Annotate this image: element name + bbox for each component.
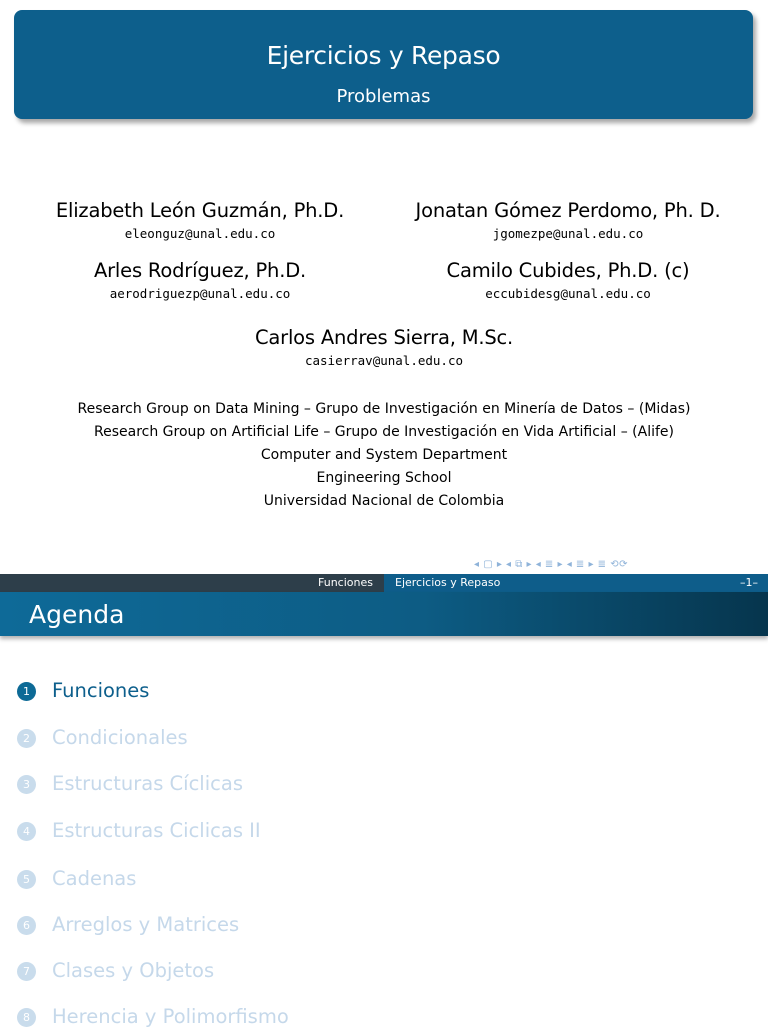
author-name: Jonatan Gómez Perdomo, Ph. D. (415, 199, 721, 222)
author-email: jgomezpe@unal.edu.co (492, 226, 644, 241)
presentation-subtitle: Problemas (336, 86, 431, 107)
institute-block (0, 398, 768, 513)
author-email: eccubidesg@unal.edu.co (485, 286, 651, 301)
footer-page-number: –1– (740, 576, 758, 589)
footer-section-name: Funciones (318, 576, 373, 589)
author-email: eleonguz@unal.edu.co (124, 226, 276, 241)
toc-number-badge: 6 (17, 916, 36, 935)
author-name: Elizabeth León Guzmán, Ph.D. (55, 199, 345, 222)
toc-number-badge: 7 (17, 962, 36, 981)
title-box (14, 10, 753, 119)
author-name: Arles Rodríguez, Ph.D. (93, 259, 307, 282)
toc-number-badge: 2 (17, 729, 36, 748)
footer-left-panel (0, 574, 384, 592)
toc-label: Herencia y Polimorfismo (52, 1005, 289, 1028)
agenda-title: Agenda (29, 600, 125, 629)
toc-label: Cadenas (52, 867, 137, 890)
toc-number-badge: 4 (17, 822, 36, 841)
author-block (184, 326, 584, 368)
institute-line: Research Group on Artificial Life – Grupo de Investigación en Vida Artificial – (Alife) (94, 424, 674, 440)
author-name: Carlos Andres Sierra, M.Sc. (254, 326, 514, 349)
presentation-title: Ejercicios y Repaso (266, 41, 501, 70)
institute-line: Universidad Nacional de Colombia (263, 493, 505, 509)
author-email: aerodriguezp@unal.edu.co (109, 286, 291, 301)
footer-right-panel (384, 574, 768, 592)
footer-title: Ejercicios y Repaso (395, 576, 501, 589)
author-name: Camilo Cubides, Ph.D. (c) (446, 259, 690, 282)
author-email: casierrav@unal.edu.co (304, 353, 464, 368)
author-block (396, 259, 740, 301)
author-block (30, 259, 370, 301)
author-block (396, 199, 740, 241)
toc-number-badge: 5 (17, 870, 36, 889)
toc-label: Funciones (52, 679, 150, 702)
toc-number-badge: 3 (17, 775, 36, 794)
institute-line: Engineering School (316, 470, 452, 486)
toc-label: Estructuras Ciclicas II (52, 819, 261, 842)
toc-label: Estructuras Cíclicas (52, 772, 243, 795)
toc-label: Clases y Objetos (52, 959, 215, 982)
institute-line: Computer and System Department (260, 447, 508, 463)
toc-label: Arreglos y Matrices (52, 913, 240, 936)
toc-number-badge: 1 (17, 682, 36, 701)
toc-number-badge: 8 (17, 1008, 36, 1027)
beamer-navigation-icons[interactable]: ◂ ▢ ▸ ◂ ⧉ ▸ ◂ ≣ ▸ ◂ ≣ ▸ ≣ ⟲⟳ (474, 559, 628, 570)
footer-bar (0, 574, 768, 592)
institute-line: Research Group on Data Mining – Grupo de Investigación en Minería de Datos – (Midas) (77, 401, 691, 417)
author-block (30, 199, 370, 241)
toc-label: Condicionales (52, 726, 188, 749)
agenda-header (0, 592, 768, 636)
